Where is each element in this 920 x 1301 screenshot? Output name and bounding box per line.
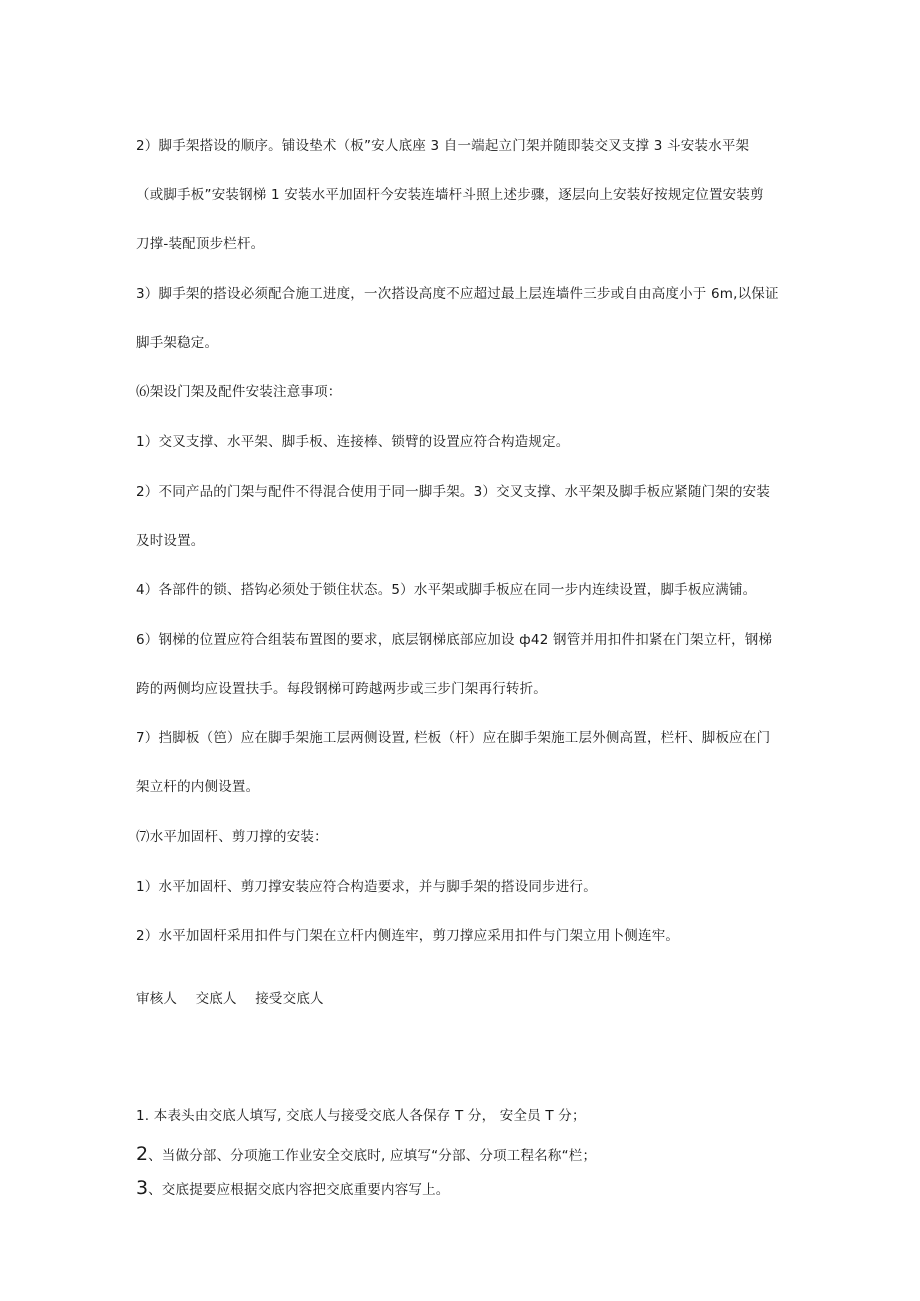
note-3-text: 、交底提要应根据交底内容把交底重要内容写上。 xyxy=(148,1182,450,1198)
note-1: 1. 本表头由交底人填写, 交底人与接受交底人各保存 T 分， 安全员 T 分； xyxy=(136,1108,586,1124)
paragraph-steel-ladder-line-1: 6）钢梯的位置应符合组装布置图的要求，底层钢梯底部应加设 ф42 钢管并用扣件扣紧在门架立杆，钢梯 xyxy=(136,632,773,648)
paragraph-bracing-requirements: 1）水平加固杆、剪刀撑安装应符合构造要求，并与脚手架的搭设同步进行。 xyxy=(136,879,597,895)
signature-row xyxy=(136,989,338,1009)
paragraph-cross-bracing: 1）交叉支撑、水平架、脚手板、连接棒、锁臂的设置应符合构造规定。 xyxy=(136,434,570,450)
paragraph-bracing-fastening: 2）水平加固杆采用扣件与门架在立杆内侧连牢，剪刀撑应采用扣件与门架立用卜侧连牢。 xyxy=(136,928,680,944)
paragraph-steel-ladder-line-2: 跨的两侧均应设置扶手。每段钢梯可跨越两步或三步门架再行转折。 xyxy=(136,681,547,697)
note-2-text: 、当做分部、分项施工作业安全交底时, 应填写“分部、分项工程名称“栏； xyxy=(148,1148,597,1164)
paragraph-erection-sequence-line-1: 2）脚手架搭设的顺序。铺设垫术（板”安人底座 3 自一端起立门架并随即装交叉支撑 3 斗安装水平架 xyxy=(136,138,750,154)
paragraph-toe-board-line-1: 7）挡脚板（笆）应在脚手架施工层两侧设置, 栏板（杆）应在脚手架施工层外侧高置，栏杆、脚板应在门 xyxy=(136,730,771,746)
note-3 xyxy=(136,1178,450,1200)
section-heading-horizontal-bracing: ⑺水平加固杆、剪刀撑的安装： xyxy=(136,829,328,845)
paragraph-toe-board-line-2: 架立杆的内侧设置。 xyxy=(136,779,260,795)
paragraph-erection-progress-line-1: 3）脚手架的搭设必须配合施工进度，一次搭设高度不应超过最上层连墙件三步或自由高度小于 6m,以保证 xyxy=(136,286,779,302)
paragraph-mixed-products-line-2: 及时设置。 xyxy=(136,533,205,549)
presenter-label: 交底人 xyxy=(195,991,237,1007)
note-3-number: 3 xyxy=(136,1177,149,1199)
paragraph-erection-sequence-line-2: （或脚手板”安装钢梯 1 安装水平加固杆今安装连墙杆斗照上述步骤，逐层向上安装好按规定位置安装剪 xyxy=(136,187,764,203)
receiver-label: 接受交底人 xyxy=(255,991,324,1007)
note-2-number: 2 xyxy=(136,1143,149,1165)
paragraph-locks-hooks: 4）各部件的锁、搭钩必须处于锁住状态。5）水平架或脚手板应在同一步内连续设置，脚手板应满铺。 xyxy=(136,582,757,598)
paragraph-erection-sequence-line-3: 刀撑-装配顶步栏杆。 xyxy=(136,236,265,252)
section-heading-door-frame-installation: ⑹架设门架及配件安装注意事项： xyxy=(136,384,342,400)
paragraph-erection-progress-line-2: 脚手架稳定。 xyxy=(136,335,219,351)
reviewer-label: 审核人 xyxy=(136,991,178,1007)
paragraph-mixed-products-line-1: 2）不同产品的门架与配件不得混合使用于同一脚手架。3）交叉支撑、水平架及脚手板应紧随门架的安装 xyxy=(136,484,771,500)
note-2 xyxy=(136,1144,596,1166)
